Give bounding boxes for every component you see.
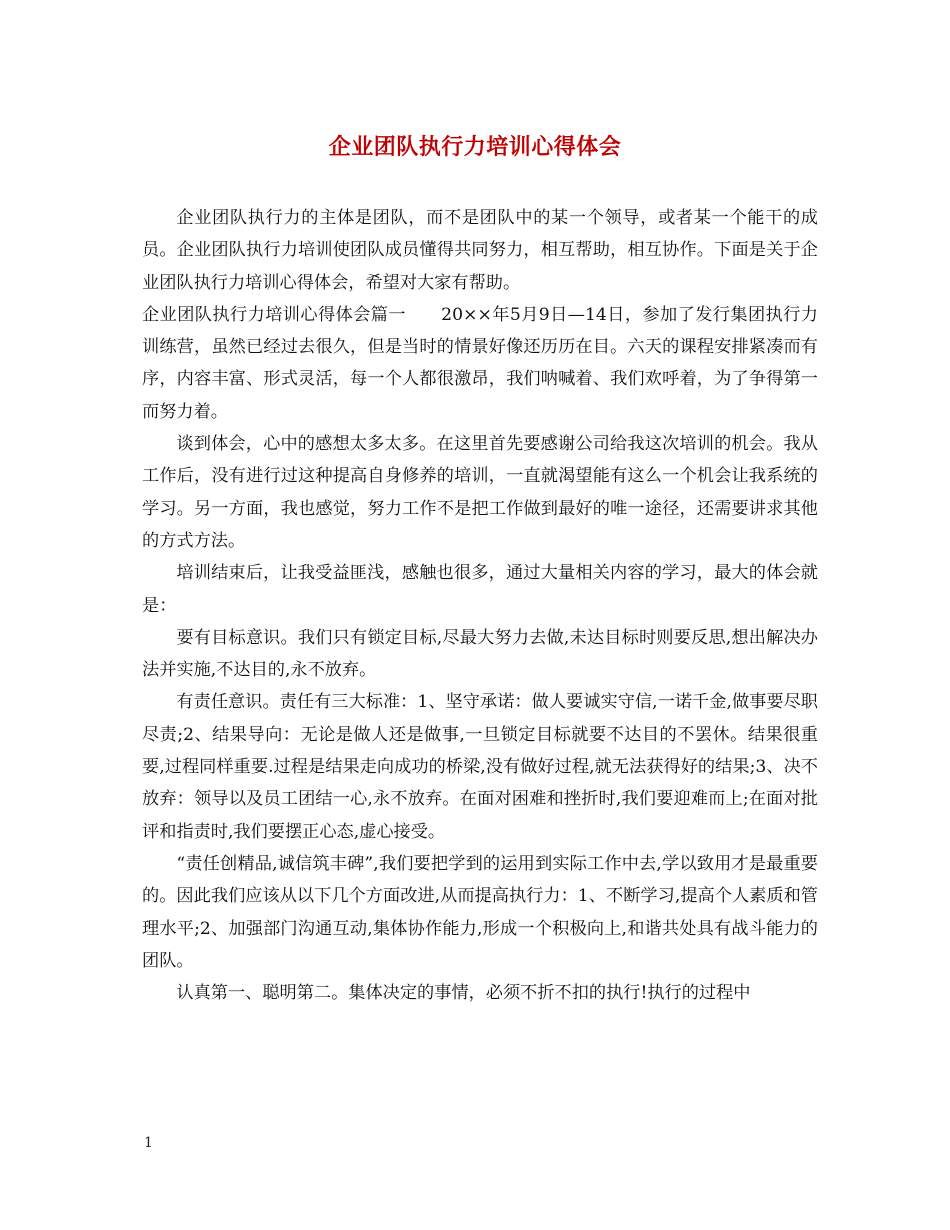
document-title: 企业团队执行力培训心得体会 — [328, 134, 622, 160]
paragraph-responsibility: 有责任意识。责任有三大标准：1、坚守承诺：做人要诚实守信,一诺千金,做事要尽职尽责;2、结果导向：无论是做人还是做事,一旦锁定目标就要不达目的不罢休。结果很重要,过程同样重要.过程是结果走向成功的桥梁,没有做好过程,就无法获得好的结果;3、决不放弃：领导以及员工团结一心,永不放弃。在面对困难和挫折时,我们要迎难而上;在面对批评和指责时,我们要摆正心态,虚心接受。 — [142, 692, 818, 842]
paragraph-execution: 认真第一、聪明第二。集体决定的事情，必须不折不扣的执行!执行的过程中 — [176, 983, 751, 1004]
paragraph-intro: 企业团队执行力的主体是团队，而不是团队中的某一个领导，或者某一个能干的成员。企业团队执行力培训使团队成员懂得共同努力，相互帮助，相互协作。下面是关于企业团队执行力培训心得体会，希望对大家有帮助。 — [142, 208, 818, 293]
paragraph-gratitude: 谈到体会，心中的感想太多太多。在这里首先要感谢公司给我这次培训的机会。我从工作后，没有进行过这种提高自身修养的培训，一直就渴望能有这么一个机会让我系统的学习。另一方面，我也感觉，努力工作不是把工作做到最好的唯一途径，还需要讲求其他的方式方法。 — [142, 434, 818, 551]
paragraph-article-one: 企业团队执行力培训心得体会篇一 20××年5月9日—14日，参加了发行集团执行力训练营，虽然已经过去很久，但是当时的情景好像还历历在目。六天的课程安排紧凑而有序，内容丰富、形式灵活，每一个人都很激昂，我们呐喊着、我们欢呼着，为了争得第一而努力着。 — [142, 304, 818, 422]
page-number: 1 — [144, 1135, 153, 1151]
paragraph-goal-awareness: 要有目标意识。我们只有锁定目标,尽最大努力去做,未达目标时则要反思,想出解决办法并实施,不达目的,永不放弃。 — [142, 627, 818, 681]
document-body — [142, 202, 818, 1009]
paragraph-takeaway: 培训结束后，让我受益匪浅，感触也很多，通过大量相关内容的学习，最大的体会就是： — [142, 563, 818, 616]
paragraph-improvement: “责任创精品,诚信筑丰碑”,我们要把学到的运用到实际工作中去,学以致用才是最重要的。因此我们应该从以下几个方面改进,从而提高执行力：1、不断学习,提高个人素质和管理水平;2、加强部门沟通互动,集体协作能力,形成一个积极向上,和谐共处具有战斗能力的团队。 — [142, 853, 818, 971]
